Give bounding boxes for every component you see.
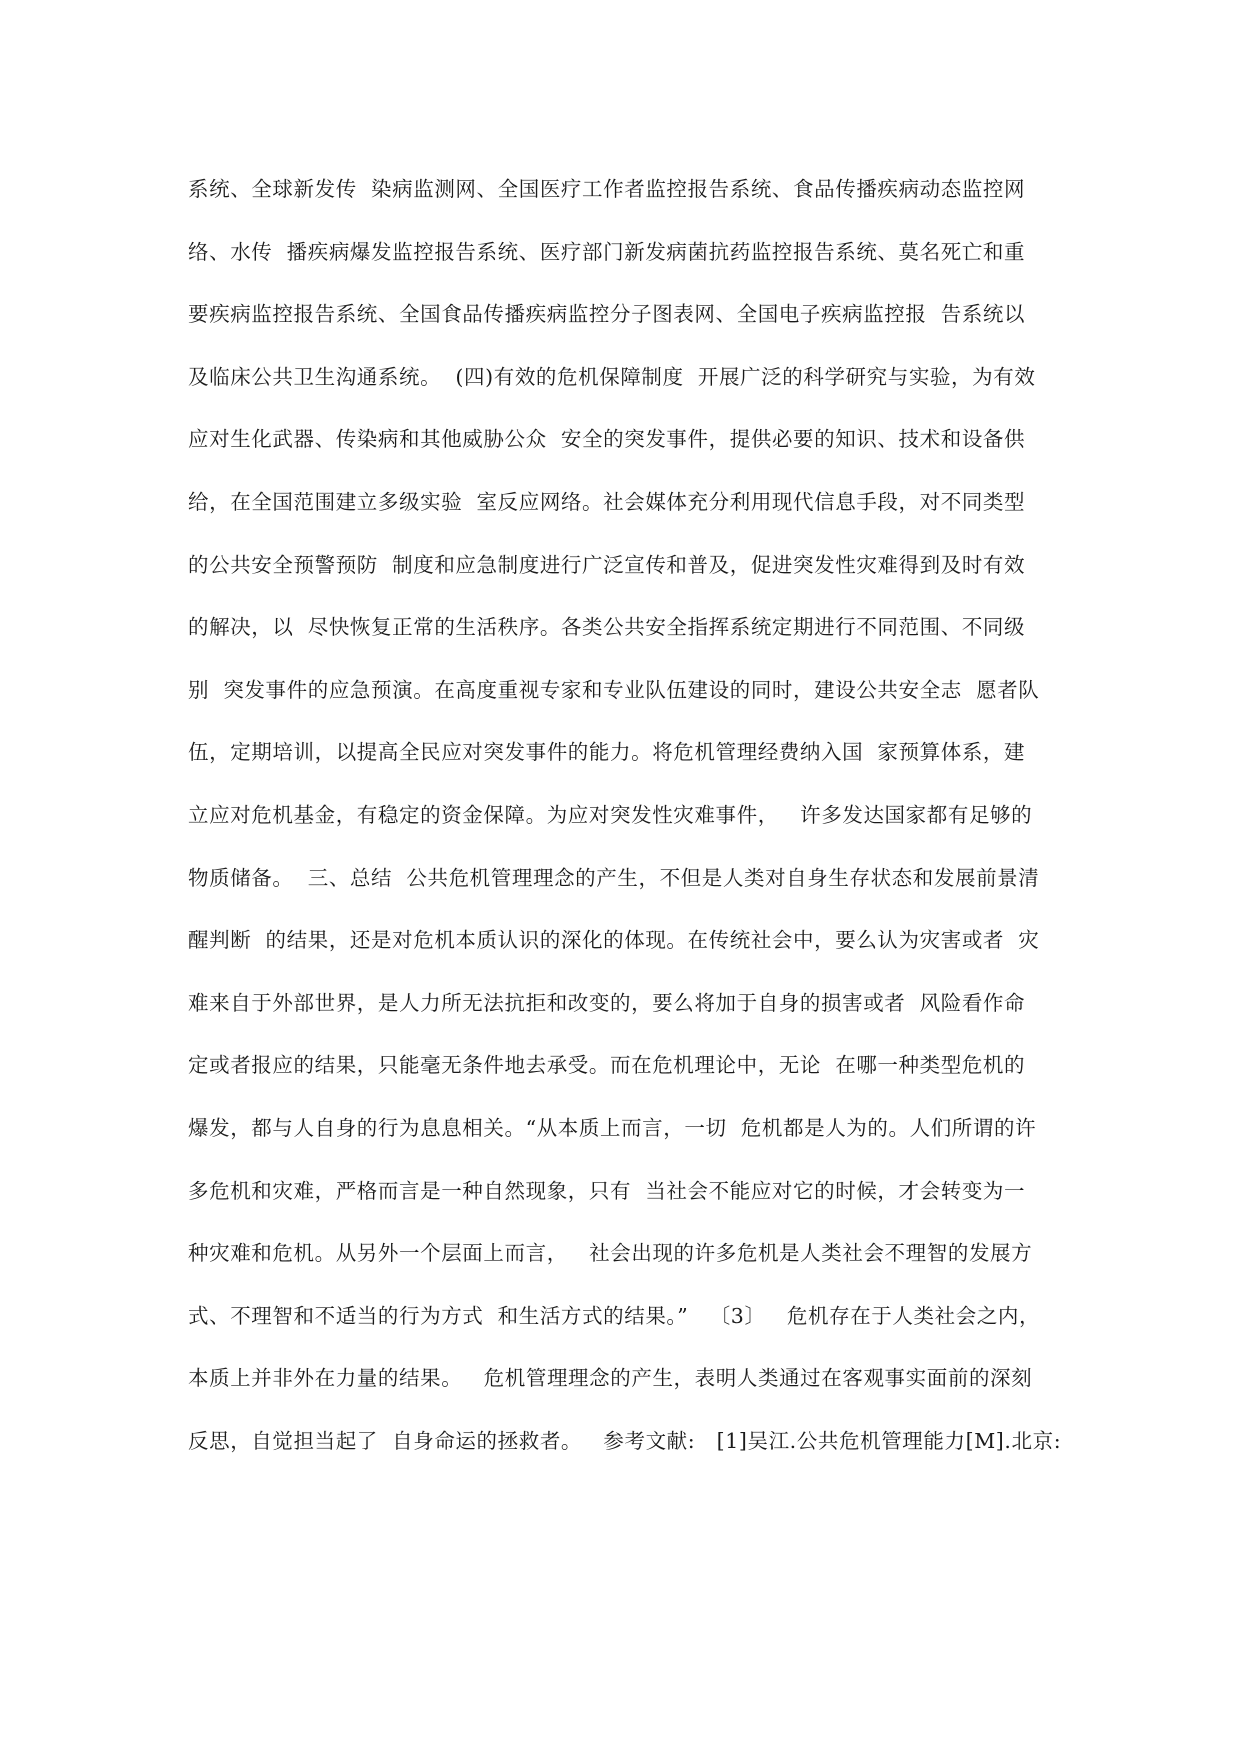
text-line: 络、水传 播疾病爆发监控报告系统、医疗部门新发病菌抗药监控报告系统、莫名死亡和重 xyxy=(188,239,1026,264)
text-line: 本质上并非外在力量的结果。 危机管理理念的产生，表明人类通过在客观事实面前的深刻 xyxy=(188,1366,1033,1391)
text-line: 反思，自觉担当起了 自身命运的拯救者。 参考文献: [1]吴江.公共危机管理能力[M].北京: xyxy=(188,1428,1062,1453)
text-line: 伍，定期培训，以提高全民应对突发事件的能力。将危机管理经费纳入国 家预算体系，建 xyxy=(188,740,1026,765)
text-line: 系统、全球新发传 染病监测网、全国医疗工作者监控报告系统、食品传播疾病动态监控网 xyxy=(188,177,1026,201)
text-line: 爆发，都与人自身的行为息息相关。“从本质上而言，一切 危机都是人为的。人们所谓的许 xyxy=(188,1115,1037,1140)
text-line: 的解决，以 尽快恢复正常的生活秩序。各类公共安全指挥系统定期进行不同范围、不同级 xyxy=(188,615,1026,640)
text-line: 定或者报应的结果，只能毫无条件地去承受。而在危机理论中，无论 在哪一种类型危机的 xyxy=(188,1053,1026,1078)
text-line: 别 突发事件的应急预演。在高度重视专家和专业队伍建设的同时，建设公共安全志 愿者队 xyxy=(188,677,1040,702)
text-line: 物质储备。 三、总结 公共危机管理理念的产生，不但是人类对自身生存状态和发展前景清 xyxy=(188,865,1040,890)
text-line: 给，在全国范围建立多级实验 室反应网络。社会媒体充分利用现代信息手段，对不同类型 xyxy=(188,489,1026,514)
text-line: 及临床公共卫生沟通系统。 (四)有效的危机保障制度 开展广泛的科学研究与实验，为有效 xyxy=(188,364,1036,389)
text-line: 难来自于外部世界，是人力所无法抗拒和改变的，要么将加于自身的损害或者 风险看作命 xyxy=(188,990,1026,1015)
text-line: 种灾难和危机。从另外一个层面上而言， 社会出现的许多危机是人类社会不理智的发展方 xyxy=(188,1241,1033,1266)
text-line: 立应对危机基金，有稳定的资金保障。为应对突发性灾难事件， 许多发达国家都有足够的 xyxy=(188,802,1033,827)
text-line: 式、不理智和不适当的行为方式 和生活方式的结果。” 〔3〕 危机存在于人类社会之内， xyxy=(188,1303,1041,1328)
text-line: 醒判断 的结果，还是对危机本质认识的深化的体现。在传统社会中，要么认为灾害或者 灾 xyxy=(188,928,1040,953)
text-line: 多危机和灾难，严格而言是一种自然现象，只有 当社会不能应对它的时候，才会转变为一 xyxy=(188,1178,1026,1203)
text-line: 要疾病监控报告系统、全国食品传播疾病监控分子图表网、全国电子疾病监控报 告系统以 xyxy=(188,302,1026,327)
text-line: 应对生化武器、传染病和其他威胁公众 安全的突发事件，提供必要的知识、技术和设备供 xyxy=(188,427,1026,452)
body-text xyxy=(188,158,1068,1472)
text-line: 的公共安全预警预防 制度和应急制度进行广泛宣传和普及，促进突发性灾难得到及时有效 xyxy=(188,552,1026,577)
